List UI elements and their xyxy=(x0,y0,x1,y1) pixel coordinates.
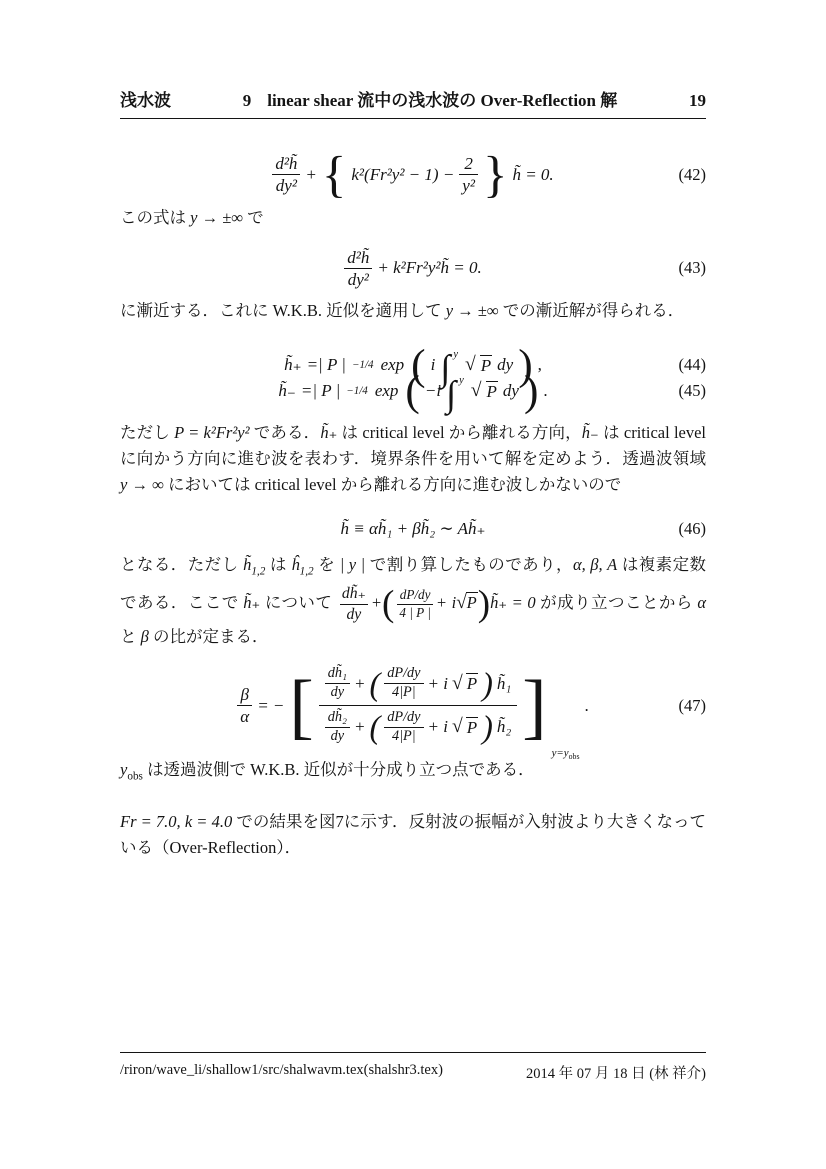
math-function: exp xyxy=(380,355,405,374)
radicand: P xyxy=(466,674,478,694)
date-author: 2014 年 07 月 18 日 (林 祥介) xyxy=(525,1066,706,1082)
running-title: 浅水波 xyxy=(120,91,171,110)
fraction: $\frac{\text{dh̃₂}}{dy}$ xyxy=(325,709,350,746)
fraction: $\frac{2}{\text{y²}}$ xyxy=(459,153,478,197)
integral-limit: y xyxy=(459,374,464,386)
math-term: h̃₋ xyxy=(278,381,296,400)
equation-45: h̃₋ =| P | −1/4 exp ( −i ∫ $^y$ √ P dy ) . (45) xyxy=(278,367,706,415)
subscript: 1,2 xyxy=(251,565,266,578)
equation-number: (45) xyxy=(678,381,706,400)
operator: + xyxy=(305,164,317,184)
fraction: $\frac{\text{dh̃₁}}{dy}$ xyxy=(325,665,350,702)
equation-number: (46) xyxy=(678,519,706,538)
radicand: P xyxy=(480,355,492,375)
math-term: =| P | xyxy=(306,355,346,374)
equation-number: (47) xyxy=(678,695,706,715)
subscript: obs xyxy=(127,770,143,783)
paragraph: この式は y → ±∞ で xyxy=(120,207,264,227)
radicand: P xyxy=(466,593,477,613)
math-term: k²(Fr²y² − 1) − xyxy=(351,164,455,184)
radical-sign: √ xyxy=(456,592,467,614)
radicand: P xyxy=(486,381,497,401)
paragraph: ただし P = k²Fr²y² である．h̃₊ は critical level から離れる方向，h̃₋ は critical level に向かう方向に進む波を表わす．境界条件を用いて解を定めよう．透過波領域 y → ∞ においては critical level から離れる方向に進む波しかないので xyxy=(120,423,707,494)
math-inline: Fr = 7.0, k = 4.0 xyxy=(120,812,233,832)
punctuation: , xyxy=(537,355,542,374)
fraction: $\frac{dP/dy}{4|P|}$ xyxy=(384,665,423,702)
section-number: 9 xyxy=(242,91,252,110)
math-term: −i xyxy=(424,381,442,400)
radical-sign: √ xyxy=(465,354,476,375)
page-number: 19 xyxy=(689,91,706,110)
math-inline: α xyxy=(697,593,707,613)
radical-sign: √ xyxy=(470,380,482,401)
inline-fraction: $\frac{dP/dy}{4 | P |}$ xyxy=(399,587,431,620)
operator: + i xyxy=(435,593,457,613)
math-term: i xyxy=(430,355,436,374)
fraction: $\frac{dP/dy}{4|P|}$ xyxy=(384,709,423,746)
math-term: h̃₊ xyxy=(284,355,302,374)
section-title: linear shear 流中の浅水波の Over-Reflection 解 xyxy=(267,91,618,110)
math-inline: ĥ xyxy=(291,555,300,574)
math-term: = − xyxy=(257,695,285,715)
page-footer xyxy=(120,1052,706,1083)
paragraph: となる．ただし $h̃_{1,2}$ は $ĥ_{1,2}$ を | y | で割り算したものであり，α, β, A は複素定数である．ここで h̃₊ について $\frac{dh̃_+}{dy}$ +( $\frac{dP/dy}{4 | P |}$ + i√P)h̃₊ = 0 が成り立つことから α と β の比が定まる． xyxy=(120,555,707,647)
math-inline: β xyxy=(140,627,149,647)
math-inline: h̃ xyxy=(243,555,252,574)
math-inline: | y | xyxy=(339,555,366,574)
math-term: dy xyxy=(497,355,514,374)
math-inline: y → ±∞ xyxy=(190,207,244,227)
page-content xyxy=(120,0,706,861)
fraction: $\frac{\text{d²h̃}}{\text{dy²}}$ xyxy=(344,247,372,291)
math-inline: h̃₊ xyxy=(243,593,261,613)
equation-43 xyxy=(120,247,706,291)
math-inline: y → ±∞ xyxy=(445,301,499,320)
equation-47: $\frac{\beta}{\alpha}$ = − [ $\frac{\text{dh̃₁}}{dy}$ + ( $\frac{dP/dy}{4|P|}$ + i √ P ) h̃₁ $\frac{\text{dh̃₂}}{dy}$ + ( $\frac{dP/dy}{4|P|}$ + i √ P ) h̃₂ ] $y=y_{obs}$ . (47) xyxy=(120,662,706,748)
left-paren: ( xyxy=(381,583,395,625)
math-function: exp xyxy=(374,381,399,400)
radical-sign: √ xyxy=(451,716,463,738)
math-term: + k²Fr²y²h̃ = 0. xyxy=(377,258,482,278)
equation-42: $\frac{\text{d²h̃}}{\text{dy²}}$ + { k²(Fr²y² − 1) − $\frac{2}{\text{y²}}$ } h̃ = 0. (42) xyxy=(120,153,706,197)
paragraph: $y_{obs}$ は透過波側で W.K.B. 近似が十分成り立つ点である． xyxy=(120,759,535,783)
equation-44: h̃₊ =| P | −1/4 exp ( i ∫ $^y$ √ P dy ) , (44) xyxy=(284,341,706,389)
math-inline: y xyxy=(120,759,128,779)
equation-number: (43) xyxy=(678,258,706,278)
integral-limit: y xyxy=(453,348,459,360)
fraction-numerator: $\frac{\text{dh̃₁}}{dy}$ + ( $\frac{dP/dy}{4|P|}$ + i √ P ) h̃₁ xyxy=(319,662,518,706)
inline-fraction: $\frac{dh̃_+}{dy}$ xyxy=(341,585,366,623)
math-term: h̃ ≡ αh̃₁ + βh̃₂ ∼ Ah̃₊ xyxy=(340,519,486,538)
fraction: $\frac{\text{d²h̃}}{\text{dy²}}$ xyxy=(272,153,300,197)
section-heading xyxy=(243,86,618,111)
paragraph: に漸近する．これに W.K.B. 近似を適用して y → ±∞ での漸近解が得られる． xyxy=(120,301,685,320)
evaluation-subscript: $y=y_{obs}$ xyxy=(551,746,580,761)
math-inline: h̃₋ xyxy=(581,423,599,442)
fraction: $\frac{\beta}{\alpha}$ xyxy=(237,684,252,728)
math-inline: α, β, A xyxy=(572,555,618,574)
right-paren: ) xyxy=(477,583,491,625)
math-term: dy xyxy=(502,381,519,400)
radical-sign: √ xyxy=(451,672,463,694)
math-term: h̃ = 0. xyxy=(512,164,554,184)
source-file-path: /riron/wave_li/shallow1/src/shalwavm.tex(shalshr3.tex) xyxy=(120,1062,443,1078)
operator: + xyxy=(370,593,382,613)
math-inline: h̃₊ xyxy=(320,423,338,442)
math-inline: h̃₊ = 0 xyxy=(490,593,536,613)
math-term: =| P | xyxy=(300,381,341,400)
equation-number: (42) xyxy=(678,164,706,184)
fraction-denominator: $\frac{\text{dh̃₂}}{dy}$ + ( $\frac{dP/dy}{4|P|}$ + i √ P ) h̃₂ xyxy=(319,706,518,749)
subscript: 1,2 xyxy=(299,565,314,578)
math-inline: P = k²Fr²y² xyxy=(174,423,250,442)
paragraph: Fr = 7.0, k = 4.0 での結果を図7に示す．反射波の振幅が入射波より大きくなっている（Over-Reflection）． xyxy=(120,812,706,858)
big-fraction xyxy=(319,662,518,748)
punctuation: . xyxy=(584,695,589,715)
equation-46 xyxy=(120,512,706,546)
page-header xyxy=(120,86,706,119)
punctuation: . xyxy=(543,381,548,400)
exponent: −1/4 xyxy=(346,385,368,397)
radicand: P xyxy=(466,717,478,737)
math-inline: y → ∞ xyxy=(120,475,164,494)
equation-number: (44) xyxy=(678,355,706,374)
exponent: −1/4 xyxy=(351,359,374,371)
